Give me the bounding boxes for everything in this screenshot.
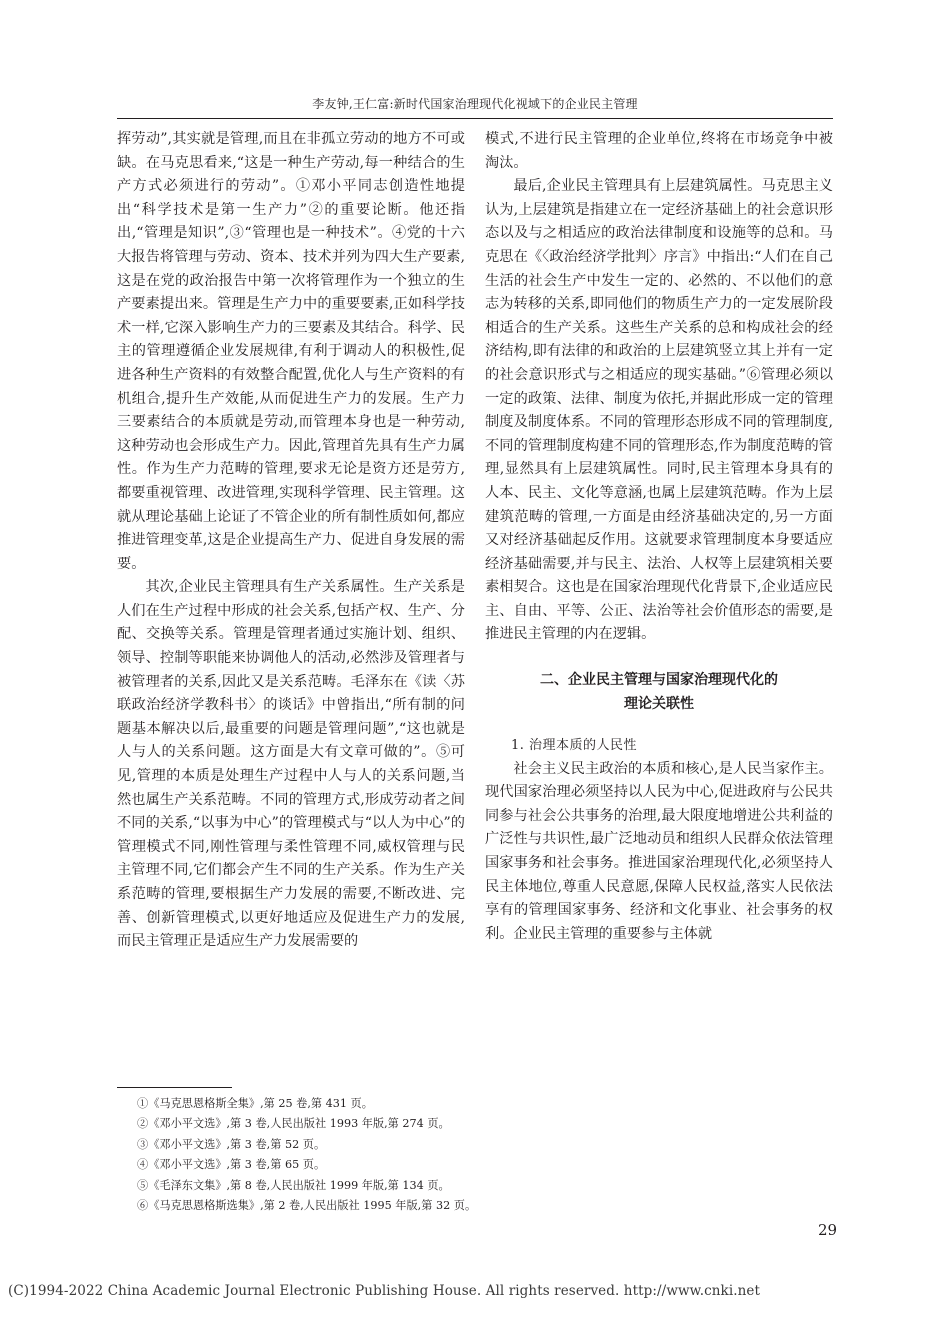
spacer <box>485 647 833 668</box>
right-column <box>485 128 833 946</box>
body-paragraph: 最后,企业民主管理具有上层建筑属性。马克思主义认为,上层建筑是指建立在一定经济基础上的社会意识形态以及与之相适应的政治法律制度和设施等的总和。马克思在《〈政治经济学批判〉序言》中指出:“人们在自己生活的社会生产中发生一定的、必然的、不以他们的意志为转移的关系,即同他们的物质生产力的一定发展阶段相适合的生产关系。这些生产关系的总和构成社会的经济结构,即有法律的和政治的上层建筑竖立其上并有一定的社会意识形式与之相适应的现实基础。”⑥管理必须以一定的政策、法律、制度为依托,并据此形成一定的管理制度及制度体系。不同的管理形态形成不同的管理制度,不同的管理制度构建不同的管理形态,作为制度范畴的管理,显然具有上层建筑属性。同时,民主管理本身具有的人本、民主、文化等意涵,也属上层建筑范畴。作为上层建筑范畴的管理,一方面是由经济基础决定的,另一方面又对经济基础起反作用。这就要求管理制度本身要适应经济基础需要,并与民主、法治、人权等上层建筑相关要素相契合。这也是在国家治理现代化背景下,企业适应民主、自由、平等、公正、法治等社会价值形态的需要,是推进民主管理的内在逻辑。 <box>485 178 833 643</box>
body-paragraph: 社会主义民主政治的本质和核心,是人民当家作主。现代国家治理必须坚持以人民为中心,促进政府与公民共同参与社会公共事务的治理,最大限度地增进公共利益的广泛性与共识性,最广泛地动员和组织人民群众依法管理国家事务和社会事务。推进国家治理现代化,必须坚持人民主体地位,尊重人民意愿,保障人民权益,落实人民依法享有的管理国家事务、经济和文化事业、社会事务的权利。企业民主管理的重要参与主体就 <box>485 760 833 942</box>
footnote: ①《马克思恩格斯全集》,第 25 卷,第 431 页。 <box>137 1097 373 1110</box>
body-paragraph: 模式,不进行民主管理的企业单位,终将在市场竞争中被淘汰。 <box>485 131 833 171</box>
body-paragraph: 挥劳动”,其实就是管理,而且在非孤立劳动的地方不可或缺。在马克思看来,“这是一种生产劳动,每一种结合的生产方式必须进行的劳动”。①邓小平同志创造性地提出“科学技术是第一生产力”②的重要论断。他还指出,“管理是知识”,③“管理也是一种技术”。④党的十六大报告将管理与劳动、资本、技术并列为四大生产要素,这是在党的政治报告中第一次将管理作为一个独立的生产要素提出来。管理是生产力中的重要要素,正如科学技术一样,它深入影响生产力的三要素及其结合。科学、民主的管理遵循企业发展规律,有利于调动人的积极性,促进各种生产资料的有效整合配置,优化人与生产资料的有机组合,提升生产效能,从而促进生产力的发展。生产力三要素结合的本质就是劳动,而管理本身也是一种劳动,这种劳动也会形成生产力。因此,管理首先具有生产力属性。作为生产力范畴的管理,要求无论是资方还是劳方,都要重视管理、改进管理,实现科学管理、民主管理。这就从理论基础上论证了不管企业的所有制性质如何,都应推进管理变革,这是企业提高生产力、促进自身发展的需要。 <box>117 131 465 572</box>
footnote: ④《邓小平文选》,第 3 卷,第 65 页。 <box>137 1158 326 1172</box>
section-heading-continued: 理论关联性 <box>624 696 694 713</box>
footnote: ②《邓小平文选》,第 3 卷,人民出版社 1993 年版,第 274 页。 <box>137 1117 450 1131</box>
section-heading: 二、企业民主管理与国家治理现代化的 <box>540 672 778 689</box>
spacer <box>485 716 833 734</box>
footnote: ③《邓小平文选》,第 3 卷,第 52 页。 <box>137 1137 326 1151</box>
copyright-notice: (C)1994-2022 China Academic Journal Electronic Publishing House. All rights reserved. http://www.cnki.net <box>8 1283 761 1299</box>
footnote: ⑤《毛泽东文集》,第 8 卷,人民出版社 1999 年版,第 134 页。 <box>137 1178 450 1192</box>
header-rule <box>117 118 833 119</box>
left-column <box>117 128 465 954</box>
subsection-heading: 1. 治理本质的人民性 <box>511 738 638 754</box>
body-paragraph: 其次,企业民主管理具有生产关系属性。生产关系是人们在生产过程中形成的社会关系,包括产权、生产、分配、交换等关系。管理是管理者通过实施计划、组织、领导、控制等职能来协调他人的活动,必然涉及管理者与被管理者的关系,因此又是关系范畴。毛泽东在《读〈苏联政治经济学教科书〉的谈话》中曾指出,“所有制的问题基本解决以后,最重要的问题是管理问题”,“这也就是人与人的关系问题。这方面是大有文章可做的”。⑤可见,管理的本质是处理生产过程中人与人的关系问题,当然也属生产关系范畴。不同的管理方式,形成劳动者之间不同的关系,“以事为中心”的管理模式与“以人为中心”的管理模式不同,刚性管理与柔性管理不同,威权管理与民主管理不同,它们都会产生不同的生产关系。作为生产关系范畴的管理,要根据生产力发展的需要,不断改进、完善、创新管理模式,以更好地适应及促进生产力的发展,而民主管理正是适应生产力发展需要的 <box>117 579 465 950</box>
footnotes <box>137 1094 697 1216</box>
footnote: ⑥《马克思恩格斯选集》,第 2 卷,人民出版社 1995 年版,第 32 页。 <box>137 1199 477 1213</box>
page-number: 29 <box>818 1221 838 1239</box>
running-header: 李友钟,王仁富:新时代国家治理现代化视域下的企业民主管理 <box>312 97 638 111</box>
footnote-rule <box>117 1087 232 1088</box>
